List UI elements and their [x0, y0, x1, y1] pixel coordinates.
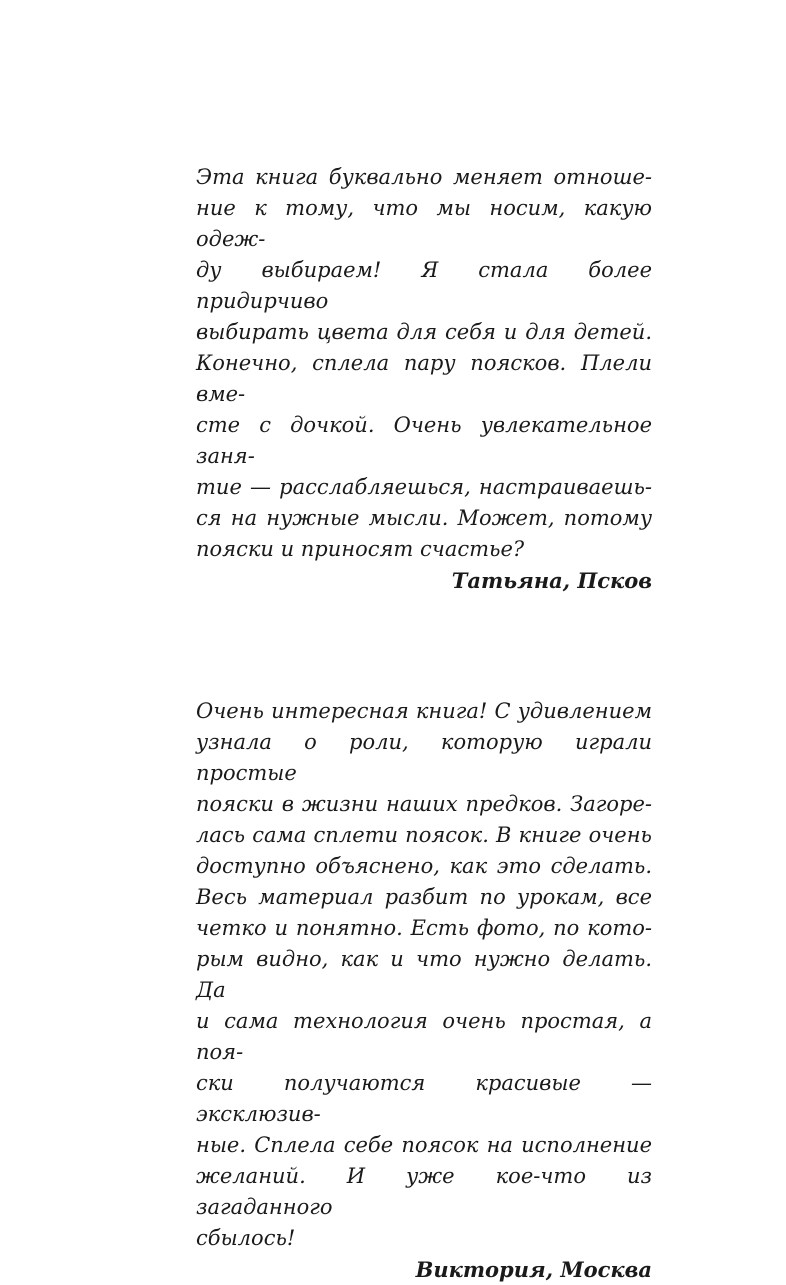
- quote-attribution: Татьяна, Псков: [451, 568, 652, 593]
- quote-line: ду выбираем! Я стала более придирчиво: [196, 258, 652, 313]
- quote-line: четко и понятно. Есть фото, по кото-: [196, 916, 652, 940]
- quote-line: ски получаются красивые — эксклюзив-: [196, 1071, 652, 1126]
- quote-line: Очень интересная книга! С удивлением: [196, 699, 652, 723]
- quote-line: ные. Сплела себе поясок на исполнение: [196, 1133, 652, 1157]
- quote-line: сте с дочкой. Очень увлекательное заня-: [196, 413, 652, 468]
- quote-line: и сама технология очень простая, а поя-: [196, 1009, 652, 1064]
- quote-line: Эта книга буквально меняет отноше-: [196, 165, 652, 189]
- quote-line: рым видно, как и что нужно делать. Да: [196, 947, 652, 1002]
- quote-line: выбирать цвета для себя и для детей.: [196, 320, 652, 344]
- quote-line: лась сама сплети поясок. В книге очень: [196, 823, 652, 847]
- quote-line: Конечно, сплела пару поясков. Плели вме-: [196, 351, 652, 406]
- quote-line: доступно объяснено, как это сделать.: [196, 854, 652, 878]
- text-column: [196, 162, 652, 1285]
- quote-attribution: Виктория, Москва: [415, 1257, 652, 1282]
- quote-line: узнала о роли, которую играли простые: [196, 730, 652, 785]
- quote-line: ние к тому, что мы носим, какую одеж-: [196, 196, 652, 251]
- quote-line: желаний. И уже кое-что из загаданного: [196, 1164, 652, 1219]
- testimonial-quote-2: [196, 696, 652, 1285]
- testimonial-quote-1: [196, 162, 652, 596]
- quote-line: сбылось!: [196, 1226, 296, 1250]
- quote-line: тие — расслабляешься, настраиваешь-: [196, 475, 652, 499]
- quote-line: ся на нужные мысли. Может, потому: [196, 506, 652, 530]
- quote-line: Весь материал разбит по урокам, все: [196, 885, 652, 909]
- quote-line: пояски в жизни наших предков. Загоре-: [196, 792, 652, 816]
- quote-line: пояски и приносят счастье?: [196, 537, 525, 561]
